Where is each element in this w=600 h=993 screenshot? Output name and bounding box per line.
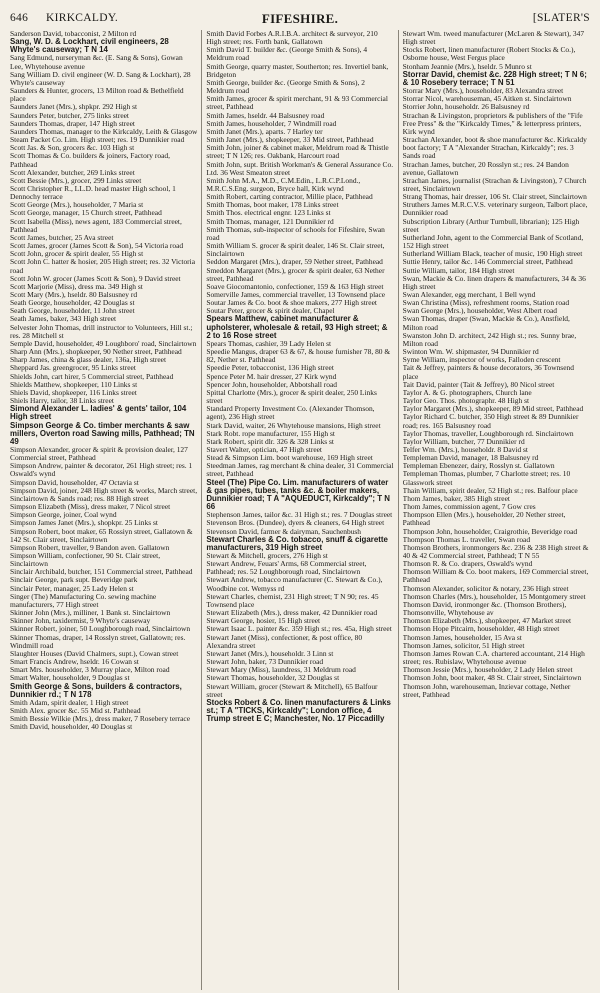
directory-entry: Swinton Wm. W. shipmaster, 94 Dunnikier rd	[402, 347, 539, 357]
directory-entry: Thomson James, householder, 15 Ava st	[402, 632, 522, 642]
directory-entry: Spittal Charlotte (Mrs.), grocer & spirit dealer, 250 Links street	[206, 387, 377, 406]
directory-entry: Sinclair George, park supt. Beveridge park	[10, 575, 138, 585]
column-divider	[398, 30, 399, 990]
directory-entry: Stead & Simpson Lim. boot warehouse, 169 High street	[206, 453, 373, 463]
directory-entry-featured: Smith George & Sons, builders & contractors, Dunnikier rd.; T N 178	[10, 681, 182, 699]
directory-entry: Stewart George, hosier, 15 High street	[206, 616, 321, 626]
directory-entry: Shiels David, shopkeeper, 116 Links street	[10, 387, 137, 397]
directory-entry-featured: Spears Matthew, cabinet manufacturer & upholsterer, wholesale & retail, 93 High street; & 2 to 16 Rose street	[206, 314, 388, 340]
directory-entry: Simpson Andrew, painter & decorator, 261 High street; res. 1 Oswald's wynd	[10, 461, 193, 479]
directory-entry: Seddon Margaret (Mrs.), draper, 59 Nether street, Pathhead	[206, 257, 383, 267]
directory-entry: Simpson James Janet (Mrs.), shopkpr. 25 Links st	[10, 518, 158, 528]
directory-entry: Sutherland John, agent to the Commercial Bank of Scotland, 152 High street	[402, 232, 584, 251]
directory-entry: Stewart Wm. tweed manufacturer (McLaren & Stewart), 347 High street	[402, 30, 585, 47]
directory-entry: Strachan James, journalist (Strachan & Livingston), 7 Church street, Sinclairtown	[402, 175, 587, 193]
directory-entry: Thomson David, ironmonger &c. (Thomson Brothers), Thomsonville, Whytehouse av	[402, 599, 567, 618]
directory-entry: Thomson William & Co. boot makers, 169 Commercial street, Pathhead	[402, 567, 589, 585]
directory-entry: Suttie Henry, tailor &c. 146 Commercial street, Pathhead	[402, 257, 573, 267]
directory-entry: Sanderson David, tobacconist, 2 Milton rd	[10, 30, 137, 38]
directory-entry-featured: Simond Alexander L. ladies' & gents' tailor, 104 High street	[10, 404, 187, 422]
directory-entry: Spears Thomas, cashier, 39 Lady Helen st	[206, 338, 332, 348]
directory-entry: Sang Edmund, nurseryman &c. (E. Sang & Sons), Gowan Lee, Whytehouse avenue	[10, 53, 183, 71]
directory-entry: Soutar James & Co. boot & shoe makers, 277 High street	[206, 298, 377, 308]
directory-entry: Smith David, householder, 40 Douglas st	[10, 722, 133, 732]
directory-entry: Scott John W. grocer (James Scott & Son), 9 David street	[10, 273, 181, 283]
directory-entry: Scott Mary (Mrs.), hseldr. 80 Balsusney rd	[10, 290, 138, 299]
directory-entry: Stewart Janet (Mrs.), householdr. 3 Linn st	[206, 648, 334, 658]
directory-entry: Simpson David, joiner, 248 High street & works, March street, Sinclairtown & Sands road; res. 88 High street	[10, 485, 198, 503]
page-header	[10, 12, 590, 28]
directory-entry: Scott George, manager, 15 Church street, Pathhead	[10, 208, 162, 218]
directory-entry: Smith James, householder, 7 Windmill road	[206, 118, 337, 128]
directory-entry: Strang Thomas, hair dresser, 106 St. Clair street, Sinclairtown	[402, 192, 587, 202]
directory-entry: Stark David, waiter, 26 Whytehouse mansions, High street	[206, 420, 381, 430]
directory-entry-featured: Sang, W. D. & Lockhart, civil engineers, 28 Whyte's causeway; T N 14	[10, 37, 169, 55]
directory-entry: Smith Thos. electrical engnr. 123 Links st	[206, 208, 331, 218]
directory-entry: Stewart Isaac L. painter &c. 359 High st.; res. 45a, High street	[206, 624, 392, 634]
directory-entry: Smeddon Margaret (Mrs.), grocer & spirit dealer, 63 Nether street, Pathhead	[206, 265, 385, 283]
directory-entry: Saunders Peter, butcher, 275 links street	[10, 110, 129, 120]
directory-entry: Skinner Robert, joiner, 50 Loughborough road, Sinclairtown	[10, 624, 191, 634]
directory-entry: Syme William, inspector of works, Falloden crescent	[402, 355, 561, 365]
directory-entry: Seath George, householder, 11 John street	[10, 306, 135, 316]
column-2	[206, 30, 393, 990]
directory-entry: Thomson Jessie (Mrs.), householder, 2 Lady Helen street	[402, 665, 573, 675]
directory-entry: Stevenson David, farmer & dairyman, Sauchenbush	[206, 526, 362, 536]
directory-entry: Saunders Thomas, manager to the Kirkcaldy, Leith & Glasgow Steam Packet Co. Lim. High street; res. 19 Dunnikier road	[10, 126, 198, 145]
directory-entry: Standard Property Investment Co. (Alexander Thomson, agent), 236 High street	[206, 404, 375, 422]
directory-entry: Stewart Mary (Miss), laundress, 31 Meldrum road	[206, 665, 356, 675]
directory-entry: Smith George, quarry master, Southerton; res. Invertiel bank, Bridgeton	[206, 61, 389, 79]
directory-entry: Templeman Thomas, plumber, 7 Charlotte street; res. 10 Glasswork street	[402, 469, 571, 487]
directory-entry: Simpson William, confectioner, 90 St. Clair street, Sinclairtown	[10, 551, 161, 569]
directory-entry: Simpson Robert, traveller, 9 Bandon aven. Gallatown	[10, 542, 170, 552]
directory-entry: Scott James, grocer (James Scott & Son), 54 Victoria road	[10, 241, 184, 251]
directory-entry: Stonham Jeannie (Mrs.), hseldr. 5 Munro st	[402, 61, 532, 71]
directory-entry: Storrier John, householdr. 26 Balsusney rd	[402, 102, 530, 112]
directory-entry: Scott John C. hatter & hosier, 205 High street; res. 32 Victoria road	[10, 257, 196, 275]
directory-entry: Smith Thomas, manager, 121 Dunnikier rd	[206, 216, 334, 226]
directory-entry: Stewart Charles, chemist, 231 High street; T N 90; res. 45 Townsend place	[206, 591, 379, 609]
directory-entry: Scott Thomas & Co. builders & joiners, Factory road, Pathhead	[10, 151, 170, 169]
directory-entry: Shiels Harry, tailor, 38 Links street	[10, 396, 114, 406]
directory-entry: Somerville James, commercial traveller, 13 Townsend place	[206, 290, 386, 299]
directory-entry: Smith George, builder &c. (George Smith & Sons), 2 Meldrum road	[206, 77, 365, 96]
directory-entry: Semple David, householder, 49 Loughboro' road, Sinclairtown	[10, 338, 197, 348]
directory-entry: Stewart John, baker, 73 Dunnikier road	[206, 657, 324, 667]
directory-entry: Seath George, householder, 42 Douglas st	[10, 298, 135, 308]
directory-entry: Skinner John, taxidermist, 9 Whyte's causeway	[10, 616, 151, 626]
directory-entry: Taylor Margaret (Mrs.), shopkeeper, 89 Mid street, Pathhead	[402, 404, 584, 414]
directory-entry: Stark Robt. rope manufacturer, 155 High st	[206, 428, 335, 438]
directory-entry: Soave Giocomantonio, confectioner, 159 & 163 High street	[206, 281, 384, 291]
directory-entry: Selvester John Thomas, drill instructor to Volunteers, Hill st.; res. 28 Mitchell st	[10, 322, 193, 340]
directory-entry: Taylor William, butcher, 77 Dunnikier rd	[402, 436, 525, 446]
directory-entry: Smith John, supt. British Workman's & General Assurance Co. Ltd. 36 West Smeaton street	[206, 159, 394, 177]
directory-entry-featured: Stewart Charles & Co. tobacco, snuff & cigarette manufacturers, 319 High street	[206, 534, 388, 552]
directory-entry: Swan, Mackie & Co. linen drapers & manufacturers, 34 & 36 High street	[402, 273, 586, 291]
directory-entry: Smith Janet (Mrs.), aparts. 7 Harley ter	[206, 126, 323, 136]
directory-entry: Skinner John (Mrs.), milliner, 1 Bank st. Sinclairtown	[10, 608, 171, 618]
directory-entry: Seath James, baker, 343 High street	[10, 314, 117, 324]
directory-entry: Smith John, joiner & cabinet maker, Meldrum road & Thistle street; T N 126; res. Oakbank, Harcourt road	[206, 143, 389, 161]
publisher-heading: [SLATER'S	[532, 12, 590, 24]
directory-entry: Strachan Alexander, boot & shoe manufacturer &c. Kirkcaldy boot factory; T A "Alexander Strachan, Kirkcaldy"; res. 3 Sands road	[402, 135, 587, 161]
directory-entry: Scott Isabella (Miss), news agent, 183 Commercial street, Pathhead	[10, 216, 182, 234]
directory-entry: Scott Alexander, butcher, 269 Links street	[10, 167, 135, 177]
directory-entry: Shields Matthew, shopkeeper, 110 Links st	[10, 379, 138, 389]
directory-entry: Sutherland William Black, teacher of music, 190 High street	[402, 249, 583, 259]
directory-entry: Swan George (Mrs.), householder, West Albert road	[402, 306, 558, 316]
directory-entry: Smith Adam, spirit dealer, 1 High street	[10, 697, 129, 707]
directory-entry: Thom James, baker, 385 High street	[402, 493, 510, 503]
directory-entry: Thomson R. & Co. drapers, Oswald's wynd	[402, 559, 533, 569]
directory-entry: Thomson Alexander, solicitor & notary, 236 High street	[402, 583, 569, 593]
directory-entry: Sharp James, china & glass dealer, 136a, High street	[10, 355, 167, 365]
column-divider	[201, 30, 202, 990]
directory-entry: Strachan James, butcher, 20 Rosslyn st.; res. 24 Bandon avenue, Gallatown	[402, 159, 569, 177]
directory-entry: Taylor Thomas, traveller, Loughborough rd. Sinclairtown	[402, 428, 574, 438]
directory-entry: Thain William, spirit dealer, 52 High st.; res. Balfour place	[402, 485, 578, 495]
directory-entry: Sharp Ann (Mrs.), shopkeeper, 90 Nether street, Pathhead	[10, 347, 182, 357]
directory-entry: Smith Bessie Wilkie (Mrs.), dress maker, 7 Rosebery terrace	[10, 714, 190, 724]
directory-entry: Smith Thomas, boot maker, 178 Links street	[206, 200, 339, 210]
directory-entry: Thomson James Rowan C.A. chartered accountant, 214 High street; res. Rubislaw, Whytehouse avenue	[402, 648, 585, 667]
directory-entry: Struthers James M.R.C.V.S. veterinary surgeon, Talbort place, Dunnikier road	[402, 200, 588, 218]
directory-entry: Smith David T. builder &c. (George Smith & Sons), 4 Meldrum road	[206, 45, 368, 63]
directory-entry: Stevenson Bros. (Dundee), dyers & cleaners, 64 High street	[206, 518, 385, 528]
directory-entry: Taylor A. & G. photographers, Church lane	[402, 387, 532, 397]
directory-entry: Scott Jas. & Son, grocers &c. 103 High st	[10, 143, 135, 153]
directory-entry: Smart Walter, householder, 9 Douglas st	[10, 673, 130, 683]
directory-entry: Thom James, commission agent, 7 Gow cres	[402, 502, 536, 512]
directory-entry: Sheppard Jas. greengrocer, 95 Links street	[10, 363, 136, 373]
directory-entry-featured: Simpson George & Co. timber merchants & saw millers, Overton road Sawing mills, Pathhead; TN 49	[10, 420, 195, 446]
directory-entry: Speedie Mangus, draper 63 & 67, & house furnisher 78, 80 & 82, Nether st. Pathhead	[206, 347, 391, 365]
directory-entry: Taylor Geo. Thos. photographr. 48 High st	[402, 396, 530, 406]
directory-entry-featured: Steel (The) Pipe Co. Lim. manufacturers of water & gas pipes, tubes, tanks &c. & boiler makers, Dunnikier road; T A "AQUEDUCT, Kirkcaldy"; T N 66	[206, 477, 390, 512]
directory-entry: Stephenson James, tailor &c. 31 High st.; res. 7 Douglas street	[206, 510, 393, 520]
directory-entry: Subscription Library (Arthur Turnbull, librarian); 125 High street	[402, 216, 580, 234]
directory-entry: Simpson Elizabeth (Miss), dress maker, 7 Nicol street	[10, 502, 171, 512]
directory-entry: Simpson Robert, boot maker, 65 Rossiyn street, Gallatown & 142 St. Clair street, Sinclairtown	[10, 526, 193, 544]
directory-entry-featured: Stocks Robert & Co. linen manufacturers & Links st.; T A "TICKS, Kirkcaldy"; London office, 4 Trump street E C; Manchester, No. 17 Piccadilly	[206, 697, 391, 724]
directory-entry: Stavert Walter, optician, 47 High street	[206, 444, 322, 454]
directory-entry: Saunders Thomas, draper, 147 High street	[10, 118, 135, 128]
directory-entry: Stewart Elizabeth (Mrs.), dress maker, 42 Dunnikier road	[206, 608, 378, 618]
directory-entry: Steedman James, rag merchant & china dealer, 31 Commercial street, Pathhead	[206, 461, 394, 479]
directory-entry: Smith Janet (Mrs.), shopkeeper, 33 Mid street, Pathhead	[206, 135, 374, 145]
directory-entry: Thompson Thomas L. traveller, Swan road	[402, 534, 531, 544]
directory-entry: Smith Robert, carting contractor, Millie place, Pathhead	[206, 192, 373, 202]
directory-entry: Smith James, hseldr. 44 Balsusney road	[206, 110, 325, 120]
directory-entry: Soutar Peter, grocer & spirit dealer, Chapel	[206, 306, 335, 316]
town-heading: KIRKCALDY.	[46, 12, 119, 24]
directory-entry: Smart Mrs. householder, 3 Murray place, Milton road	[10, 665, 170, 675]
directory-entry: Strachan & Livingston, proprietors & publishers of the "Fife Free Press" & the "Kirkcaldy Times," & letterpress printers, Kirk wynd	[402, 110, 583, 136]
directory-entry: Storrar Mary (Mrs.), householder, 83 Alexandra street	[402, 86, 564, 96]
column-1	[10, 30, 197, 990]
directory-entry-featured: Storrar David, chemist &c. 228 High street; T N 6; & 10 Rosebery terrace; T N 51	[402, 69, 587, 87]
directory-entry: Templeman David, manager, 18 Balsusney rd	[402, 453, 539, 463]
directory-entry: Simpson George, joiner, Coal wynd	[10, 510, 117, 520]
directory-entry: Thomson Charles (Mrs.), householder, 15 Montgomery street	[402, 591, 586, 601]
directory-entry: Stewart Andrew, tobacco manufacturer (C. Stewart & Co.), Woodbine cot. Wemyss rd	[206, 575, 383, 593]
directory-entry: Thomson John, boot maker, 48 St. Clair street, Sinclairtown	[402, 673, 582, 683]
directory-entry: Simpson Alexander, grocer & spirit & provision dealer, 127 Commercial street, Pathhead	[10, 444, 188, 463]
directory-entry: Sinclair Peter, manager, 25 Lady Helen st	[10, 583, 134, 593]
directory-entry: Skinner Thomas, draper, 14 Rosslyn street, Gallatown; res. Windmill road	[10, 632, 186, 650]
directory-entry: Stewart Thomas, householder, 32 Douglas st	[206, 673, 340, 683]
page-number: 646	[10, 12, 29, 24]
directory-entry: Thomson Brothers, ironmongers &c. 236 & 238 High street & 40 & 42 Commercial street, Pathhead; T N 55	[402, 542, 589, 560]
directory-entry: Smith William S. grocer & spirit dealer, 146 St. Clair street, Sinclairtown	[206, 241, 385, 259]
directory-entry: Smith Thomas, sub-inspector of schools for Fifeshire, Swan road	[206, 224, 385, 242]
directory-entry: Thompson Ellen (Mrs.), householder, 20 Nether street, Pathhead	[402, 510, 566, 528]
directory-entry: Thomson Hope Pitcairn, householder, 48 High street	[402, 624, 560, 634]
directory-entry: Storrar Nicol, warehouseman, 45 Aitken st. Sinclairtown	[402, 94, 572, 104]
directory-entry: Scott John, grocer & spirit dealer, 55 High st	[10, 249, 144, 259]
directory-entry: Smart Francis Andrew, hseldr. 16 Cowan st	[10, 657, 139, 667]
directory-entry: Spencer John, householder, Abbotshall road	[206, 379, 337, 389]
directory-entry: Stewart Janet (Miss), confectioner, & post office, 80 Alexandra street	[206, 632, 363, 650]
directory-entry: Scott Christopher R., LL.D. head master High school, 1 Dennochy terrace	[10, 183, 176, 202]
directory-entry: Scott James, butcher, 25 Ava street	[10, 232, 114, 242]
directory-entry: Singer (The) Manufacturing Co. sewing machine manufacturers, 77 High street	[10, 591, 157, 609]
directory-entry: Taylor Richard C. butcher, 350 High street & 89 Dunnikier road; res. 165 Balsusney road	[402, 412, 579, 430]
directory-entry: Slaughter Houses (David Chalmers, supt.), Cowan street	[10, 648, 179, 658]
directory-entry: Shields John, cart hirer, 5 Commercial street, Pathhead	[10, 371, 174, 381]
directory-entry: Templeman Ebenezer, dairy, Rosslyn st. Gallatown	[402, 461, 555, 471]
directory-entry: Scott George (Mrs.), householder, 7 Maria st	[10, 200, 144, 210]
directory-entry: Smith John M.A., M.D., C.M.Edin., L.R.C.P.Lond., M.R.C.S.Eng. surgeon, Bryce hall, Kirk wynd	[206, 175, 361, 193]
directory-columns	[10, 30, 590, 990]
directory-entry: Thompson John, householder, Craigrothie, Beveridge road	[402, 526, 578, 536]
directory-entry: Sang William D. civil engineer (W. D. Sang & Lockhart), 28 Whyte's causeway	[10, 69, 191, 87]
directory-entry: Smith David Forbes A.R.I.B.A. architect & surveyor, 210 High street; res. Forth bank, Gallatown	[206, 30, 378, 47]
directory-entry: Stark Robert, spirit dlr. 326 & 328 Links st	[206, 436, 335, 446]
directory-entry: Stewart Andrew, Feuars' Arms, 68 Commercial street, Pathhead; res. 52 Loughborough road, Sinclairtown	[206, 559, 367, 577]
directory-entry: Tait David, painter (Tait & Jeffrey), 80 Nicol street	[402, 379, 555, 389]
directory-entry: Scott Marjorie (Miss), dress ma. 349 High st	[10, 281, 143, 291]
directory-entry: Suttie William, tailor, 184 High street	[402, 265, 515, 275]
directory-entry: Thomson Elizabeth (Mrs.), shopkeeper, 47 Market street	[402, 616, 572, 626]
directory-entry: Tait & Jeffrey, painters & house decorators, 36 Townsend place	[402, 363, 574, 381]
directory-entry: Swan Thomas, draper (Swan, Mackie & Co.), Anstfield, Milton road	[402, 314, 570, 332]
column-3	[403, 30, 590, 990]
directory-entry: Swan Alexander, egg merchant, 1 Bell wynd	[402, 290, 536, 299]
directory-entry: Stocks Robert, linen manufacturer (Robert Stocks & Co.), Osborne house, West Fergus place	[402, 45, 576, 63]
directory-entry: Saunders & Hunter, grocers, 13 Milton road & Bethelfield place	[10, 86, 184, 104]
directory-entry: Stewart & Mitchell, grocers, 276 High st	[206, 551, 328, 560]
directory-entry: Smith Alex. grocer &c. 55 Mid st. Pathhead	[10, 705, 141, 715]
directory-entry: Speedie Peter, tobacconist, 136 High street	[206, 363, 334, 373]
directory-entry: Telfer Wm. (Mrs.), householdr. 8 David st	[402, 444, 528, 454]
directory-entry: Smith James, grocer & spirit merchant, 91 & 93 Commercial street, Pathhead	[206, 94, 388, 112]
directory-entry: Thomson John, warehouseman, Inzievar cottage, Nether street, Pathhead	[402, 681, 571, 699]
directory-entry: Sinclair Archibald, butcher, 151 Commercial street, Pathhead	[10, 567, 193, 577]
directory-entry: Stewart William, grocer (Stewart & Mitchell), 65 Balfour street	[206, 681, 378, 699]
directory-entry: Spence Peter M. hair dresser, 27 Kirk wynd	[206, 371, 337, 381]
directory-entry: Scott Bessie (Mrs.), grocer, 299 Links street	[10, 175, 142, 185]
directory-entry: Thomson James, solicitor, 51 High street	[402, 640, 525, 650]
county-heading: FIFESHIRE.	[261, 11, 339, 26]
directory-entry: Swan Christina (Miss), refreshment rooms, Station road	[402, 298, 570, 308]
directory-entry: Saunders Janet (Mrs.), shpkpr. 292 High st	[10, 102, 138, 112]
directory-entry: Swanston John D. architect, 242 High st.; res. Sunny brae, Milton road	[402, 330, 577, 348]
directory-entry: Simpson David, householder, 47 Octavia st	[10, 477, 139, 487]
